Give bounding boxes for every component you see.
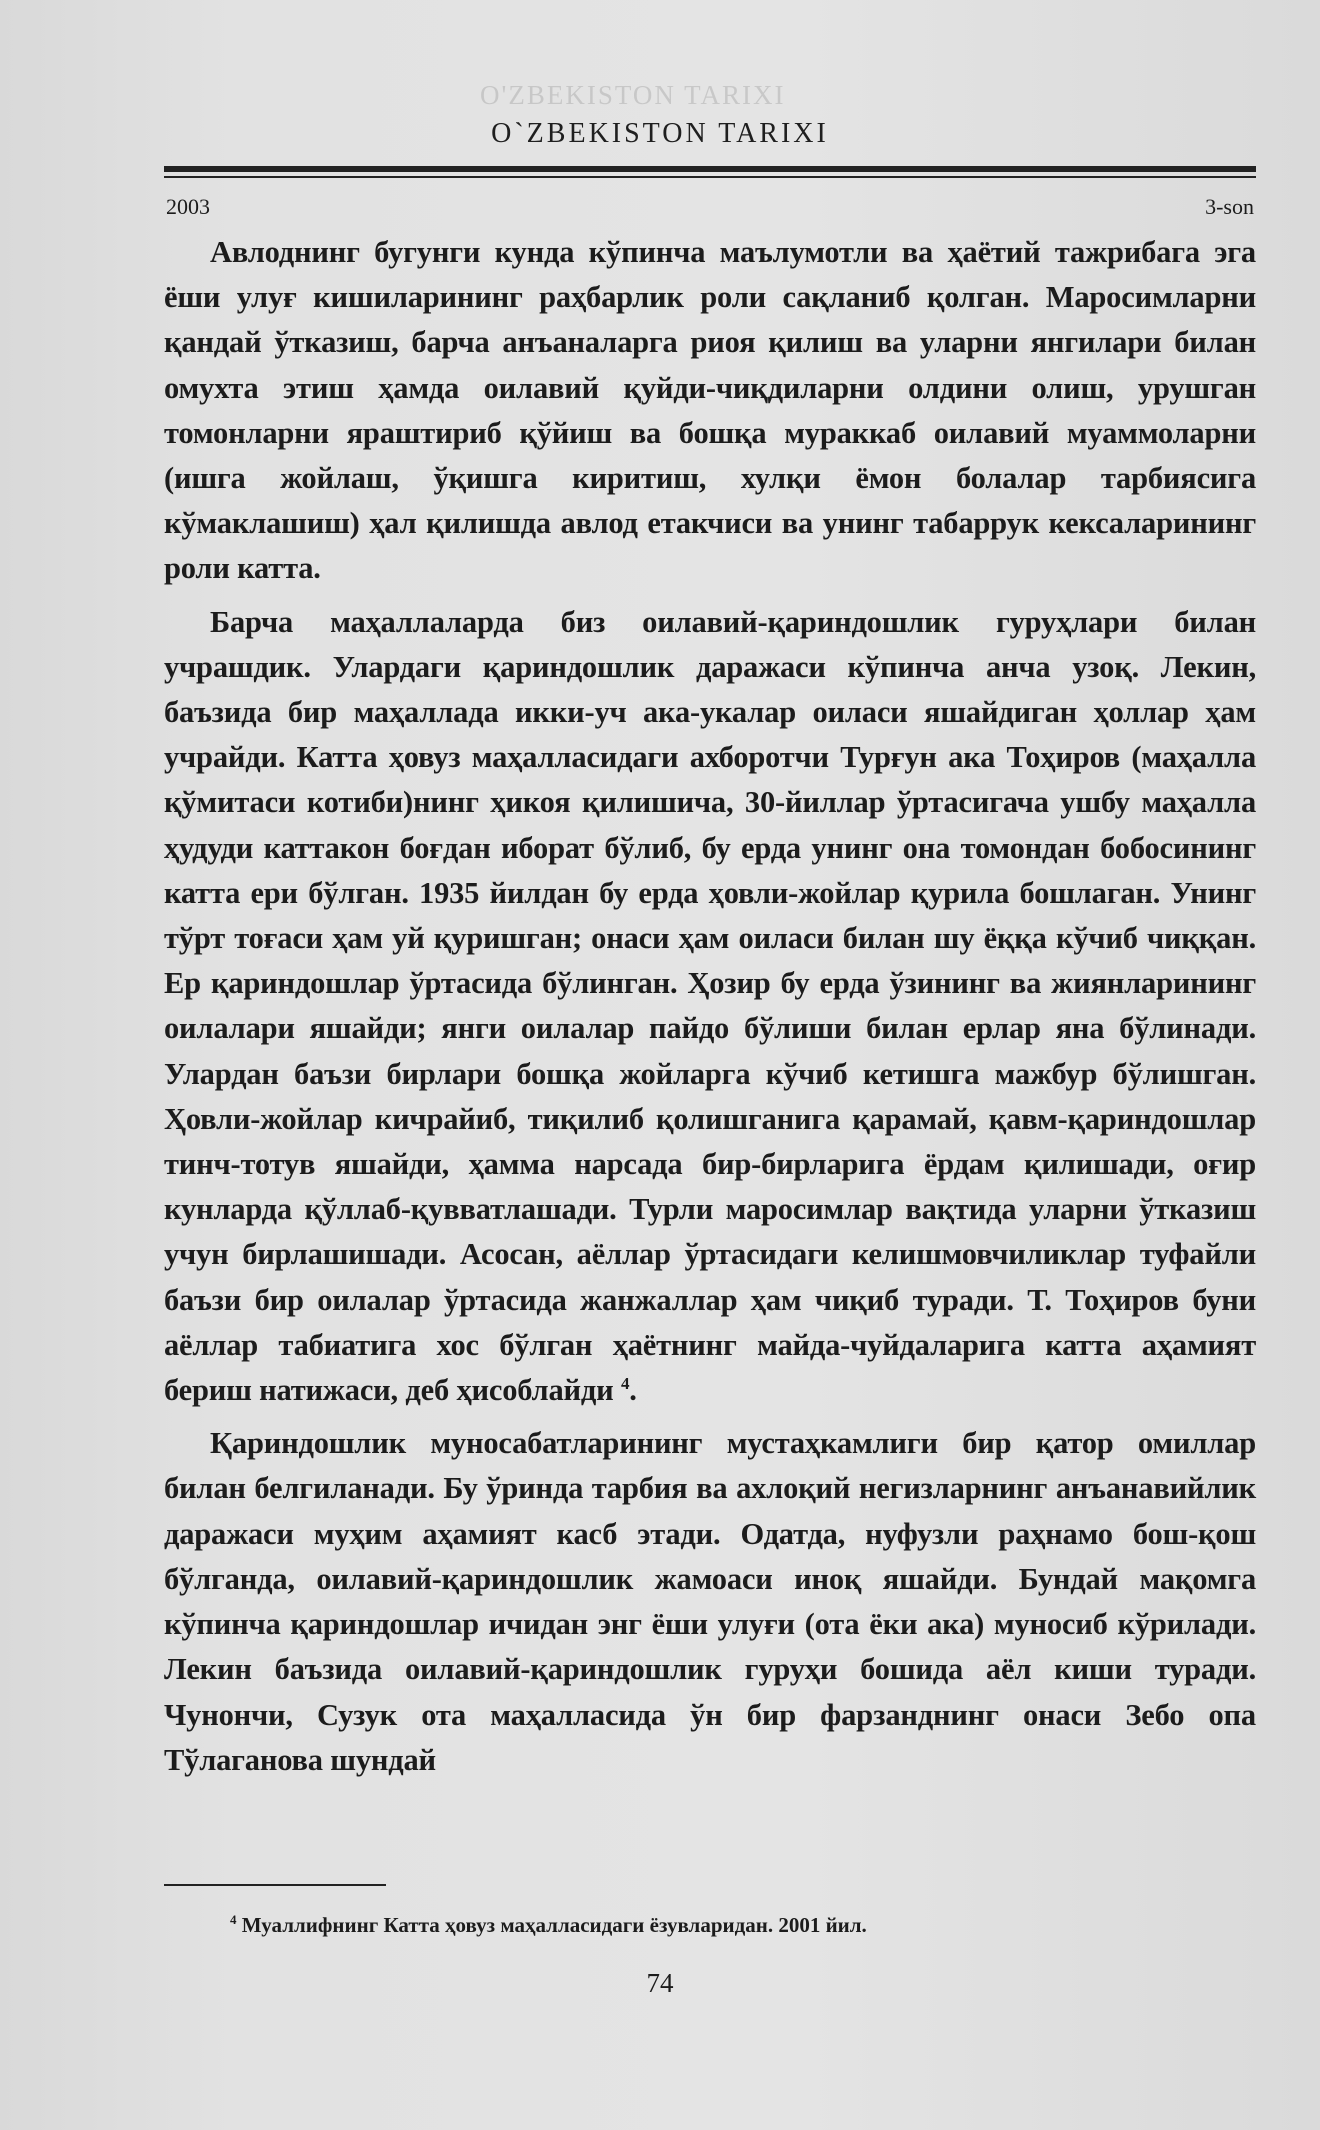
footnote-rule [164,1884,386,1886]
header-year: 2003 [166,194,210,219]
journal-title: O`ZBEKISTON TARIXI [491,118,829,149]
header-issue: 3-son [1205,194,1254,219]
header-rule-thin [164,176,1256,178]
paragraph-3: Қариндошлик муносабатларининг мустаҳкамлиги бир қатор омиллар билан белгиланади. Бу ўринда тарбия ва ахлоқий негизларнинг анъанавийлик даражаси муҳим аҳамият касб этади. Одатда, нуфузли раҳнамо бош-қош бўлганда, оилавий-қариндошлик жамоаси иноқ яшайди. Бундай мақомга кўпинча қариндошлар ичидан энг ёши улуғи (ота ёки ака) муносиб кўрилади. Лекин баъзида оилавий-қариндошлик гуруҳи бошида аёл киши туради. Чунончи, Сузук ота маҳалласида ўн бир фарзанднинг онаси Зебо опа Тўлаганова шундай [164,1426,1256,1777]
paragraph-2 [164,600,1256,1414]
paragraph-1: Авлоднинг бугунги кунда кўпинча маълумотли ва ҳаётий тажрибага эга ёши улуғ кишиларининг раҳбарлик роли сақланиб қолган. Маросимларни қандай ўтказиш, барча анъаналарга риоя қилиш ва уларни янгилари билан омухта этиш ҳамда оилавий қуйди-чиқдиларни олдини олиш, урушган томонларни яраштириб қўйиш ва бошқа мураккаб оилавий муаммоларни (ишга жойлаш, ўқишга киритиш, хулқи ёмон болалар тарбиясига кўмаклашиш) ҳал қилишда авлод етакчиси ва унинг табаррук кексаларининг роли катта. [164,235,1256,586]
footnote-reference[interactable]: 4 [620,1373,630,1393]
paragraph-2-text: Барча маҳаллаларда биз оилавий-қариндошлик гуруҳлари билан учрашдик. Улардаги қариндошлик даражаси кўпинча анча узоқ. Лекин, баъзида бир маҳаллада икки-уч ака-укалар оиласи яшайдиган ҳоллар ҳам учрайди. Катта ҳовуз маҳалласидаги ахборотчи Турғун ака Тоҳиров (маҳалла қўмитаси котиби)нинг ҳикоя қилишича, 30-йиллар ўртасигача ушбу маҳалла ҳудуди каттакон боғдан иборат бўлиб, бу ерда унинг она томондан бобосининг катта ери бўлган. 1935 йилдан бу ерда ҳовли-жойлар қурила бошлаган. Унинг тўрт тоғаси ҳам уй қуришган; онаси ҳам оиласи билан шу ёққа кўчиб чиққан. Ер қариндошлар ўртасида бўлинган. Ҳозир бу ерда ўзининг ва жиянларининг оилалари яшайди; янги оилалар пайдо бўлиши билан ерлар яна бўлинади. Улардан баъзи бирлари бошқа жойларга кўчиб кетишга мажбур бўлишган. Ҳовли-жойлар кичрайиб, тиқилиб қолишганига қарамай, қавм-қариндошлар тинч-тотув яшайди, ҳамма нарсада бир-бирларига ёрдам қилишади, оғир кунларда қўллаб-қувватлашади. Турли маросимлар вақтида уларни ўтказиш учун бирлашишади. Асосан, аёллар ўртасидаги келишмовчиликлар туфайли баъзи бир оилалар ўртасида жанжаллар ҳам чиқиб туради. Т. Тоҳиров буни аёллар табиатига хос бўлган ҳаётнинг майда-чуйдаларига катта аҳамият бериш натижаси, деб ҳисоблайди [164,604,1256,1408]
header-rule-thick [164,166,1256,172]
paragraph-2-end: . [629,1373,637,1408]
footnote-text: Муаллифнинг Катта ҳовуз маҳалласидаги ёзувларидан. 2001 йил. [241,1913,867,1937]
footnote [230,1913,867,1938]
page-number: 74 [646,1968,674,1998]
bleed-through-text: O'ZBEKISTON TARIXI [480,80,786,110]
footnote-mark: 4 [230,1912,237,1927]
article-body [164,230,1256,1791]
